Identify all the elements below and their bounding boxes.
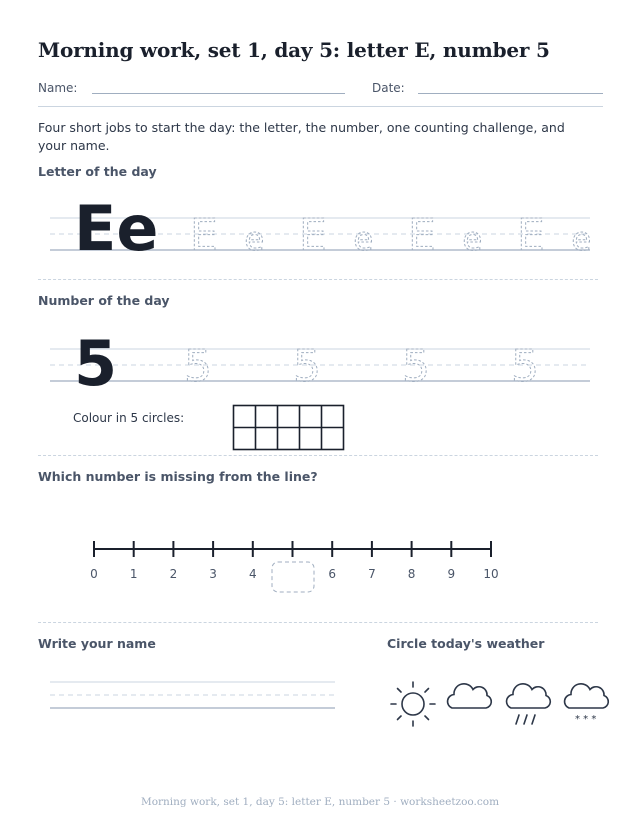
number-line-ticks — [90, 541, 498, 581]
number-line-label: 8 — [407, 567, 416, 581]
section-divider — [38, 622, 598, 623]
trace-letter: e — [244, 220, 265, 258]
trace-letter: E — [190, 210, 218, 260]
header-divider — [38, 106, 603, 107]
count-instruction: Colour in 5 circles: — [73, 411, 185, 425]
letter-section-heading: Letter of the day — [38, 164, 157, 179]
section-divider — [38, 279, 598, 280]
trace-letter: e — [571, 220, 592, 258]
name-label: Name: — [38, 81, 78, 95]
trace-digit: 5 — [293, 341, 321, 387]
number-line-label: 0 — [90, 567, 98, 581]
name-section-heading: Write your name — [38, 636, 156, 651]
cloud-icon[interactable] — [448, 684, 492, 708]
trace-digit: 5 — [402, 341, 430, 387]
number-section-heading: Number of the day — [38, 293, 170, 308]
date-field[interactable] — [418, 93, 603, 94]
sun-icon[interactable] — [391, 682, 435, 726]
trace-digit: 5 — [184, 341, 212, 387]
trace-digits — [184, 341, 539, 387]
number-line-label: 3 — [209, 567, 217, 581]
name-field[interactable] — [92, 93, 345, 94]
number-line-label: 10 — [483, 567, 499, 581]
number-line-label: 7 — [368, 567, 376, 581]
number-line-label: 4 — [248, 567, 257, 581]
weather-icons — [384, 674, 620, 734]
trace-letter: E — [408, 210, 436, 260]
page-title: Morning work, set 1, day 5: letter E, number 5 — [38, 38, 550, 62]
trace-letter: e — [462, 220, 483, 258]
number-line-label: 1 — [129, 567, 138, 581]
intro-text: Four short jobs to start the day: the letter, the number, one counting challenge, and your name. — [38, 120, 565, 153]
footer: Morning work, set 1, day 5: letter E, number 5 · worksheetzoo.com — [140, 796, 500, 808]
weather-section-heading: Circle today's weather — [387, 636, 545, 651]
model-number: 5 — [74, 327, 118, 387]
number-line-label: 6 — [328, 567, 337, 581]
section-divider — [38, 455, 598, 456]
model-letter: Ee — [74, 192, 159, 260]
number-line-label: 2 — [169, 567, 178, 581]
trace-letter: E — [517, 210, 545, 260]
number-tracing-area[interactable] — [0, 325, 640, 387]
number-line-label: 9 — [447, 567, 456, 581]
numberline-section-heading: Which number is missing from the line? — [38, 469, 318, 484]
trace-digit: 5 — [511, 341, 539, 387]
trace-letter: E — [299, 210, 327, 260]
name-writing-lines[interactable] — [0, 676, 360, 716]
number-line — [0, 530, 640, 600]
letter-tracing-area[interactable] — [0, 190, 640, 260]
snow-cloud-icon[interactable] — [565, 684, 609, 708]
date-label: Date: — [372, 81, 405, 95]
rain-cloud-icon[interactable] — [507, 684, 551, 724]
missing-number-box[interactable] — [272, 562, 314, 592]
snow-marks: * * * — [575, 714, 597, 725]
ten-frame[interactable] — [232, 404, 346, 452]
trace-letter: e — [353, 220, 374, 258]
